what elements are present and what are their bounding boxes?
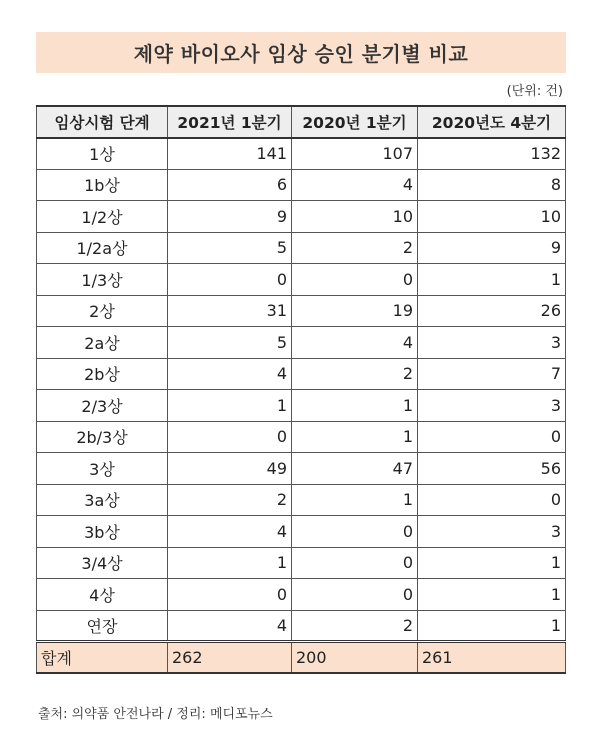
stage-cell: 2a상	[37, 327, 168, 359]
value-2020-q4: 0	[418, 421, 566, 453]
stage-cell: 3상	[37, 453, 168, 485]
value-2021-q1: 5	[168, 232, 292, 264]
table-row	[37, 138, 566, 170]
table-row	[37, 358, 566, 390]
value-2021-q1: 1	[168, 547, 292, 579]
stage-cell: 2/3상	[37, 390, 168, 422]
column-header-2020-q4: 2020년도 4분기	[418, 106, 566, 138]
stage-cell: 4상	[37, 579, 168, 611]
value-2020-q1: 19	[292, 295, 418, 327]
stage-cell: 2b/3상	[37, 421, 168, 453]
value-2020-q1: 47	[292, 453, 418, 485]
value-2021-q1: 4	[168, 516, 292, 548]
table-row	[37, 547, 566, 579]
value-2020-q4: 1	[418, 610, 566, 642]
value-2020-q4: 132	[418, 138, 566, 170]
value-2021-q1: 1	[168, 390, 292, 422]
stage-cell: 3b상	[37, 516, 168, 548]
value-2021-q1: 4	[168, 610, 292, 642]
stage-cell: 1b상	[37, 169, 168, 201]
stage-cell: 2b상	[37, 358, 168, 390]
value-2020-q1: 2	[292, 358, 418, 390]
value-2020-q1: 10	[292, 201, 418, 233]
stage-cell: 1/3상	[37, 264, 168, 296]
value-2020-q4: 9	[418, 232, 566, 264]
table-row	[37, 264, 566, 296]
value-2020-q4: 10	[418, 201, 566, 233]
value-2021-q1: 0	[168, 421, 292, 453]
total-2021-q1: 262	[168, 642, 292, 674]
clinical-trial-table	[36, 105, 566, 674]
value-2020-q1: 2	[292, 232, 418, 264]
stage-cell: 1/2a상	[37, 232, 168, 264]
total-2020-q4: 261	[418, 642, 566, 674]
table-row	[37, 169, 566, 201]
column-header-2021-q1: 2021년 1분기	[168, 106, 292, 138]
value-2020-q4: 1	[418, 547, 566, 579]
column-header-2020-q1: 2020년 1분기	[292, 106, 418, 138]
total-2020-q1: 200	[292, 642, 418, 674]
value-2020-q1: 0	[292, 516, 418, 548]
value-2020-q4: 3	[418, 516, 566, 548]
table-row	[37, 484, 566, 516]
value-2020-q1: 4	[292, 327, 418, 359]
table-row	[37, 295, 566, 327]
value-2020-q4: 3	[418, 327, 566, 359]
value-2021-q1: 6	[168, 169, 292, 201]
value-2020-q1: 107	[292, 138, 418, 170]
value-2020-q4: 1	[418, 264, 566, 296]
column-header-stage: 임상시험 단계	[37, 106, 168, 138]
table-row	[37, 390, 566, 422]
source-note: 출처: 의약품 안전나라 / 정리: 메디포뉴스	[38, 707, 273, 722]
value-2021-q1: 49	[168, 453, 292, 485]
table-row	[37, 201, 566, 233]
stage-cell: 3/4상	[37, 547, 168, 579]
value-2021-q1: 0	[168, 264, 292, 296]
value-2021-q1: 0	[168, 579, 292, 611]
value-2020-q1: 1	[292, 421, 418, 453]
value-2020-q1: 0	[292, 579, 418, 611]
stage-cell: 1상	[37, 138, 168, 170]
value-2021-q1: 9	[168, 201, 292, 233]
value-2020-q4: 7	[418, 358, 566, 390]
table-row	[37, 327, 566, 359]
total-label: 합계	[37, 642, 168, 674]
table-row	[37, 453, 566, 485]
value-2020-q1: 0	[292, 547, 418, 579]
unit-label: (단위: 건)	[506, 84, 563, 99]
value-2020-q1: 4	[292, 169, 418, 201]
title-banner	[36, 32, 566, 73]
table-row	[37, 579, 566, 611]
value-2021-q1: 4	[168, 358, 292, 390]
value-2020-q1: 2	[292, 610, 418, 642]
value-2020-q1: 1	[292, 484, 418, 516]
value-2020-q4: 26	[418, 295, 566, 327]
value-2021-q1: 5	[168, 327, 292, 359]
value-2020-q1: 0	[292, 264, 418, 296]
value-2020-q4: 8	[418, 169, 566, 201]
table-row	[37, 516, 566, 548]
stage-cell: 연장	[37, 610, 168, 642]
value-2020-q4: 56	[418, 453, 566, 485]
value-2020-q1: 1	[292, 390, 418, 422]
value-2021-q1: 2	[168, 484, 292, 516]
value-2020-q4: 1	[418, 579, 566, 611]
value-2020-q4: 3	[418, 390, 566, 422]
stage-cell: 1/2상	[37, 201, 168, 233]
stage-cell: 3a상	[37, 484, 168, 516]
table-row	[37, 232, 566, 264]
table-row	[37, 610, 566, 642]
value-2021-q1: 141	[168, 138, 292, 170]
value-2021-q1: 31	[168, 295, 292, 327]
page-title: 제약 바이오사 임상 승인 분기별 비교	[133, 42, 469, 66]
stage-cell: 2상	[37, 295, 168, 327]
total-row	[37, 642, 566, 674]
value-2020-q4: 0	[418, 484, 566, 516]
table-row	[37, 421, 566, 453]
header-row	[37, 106, 566, 138]
